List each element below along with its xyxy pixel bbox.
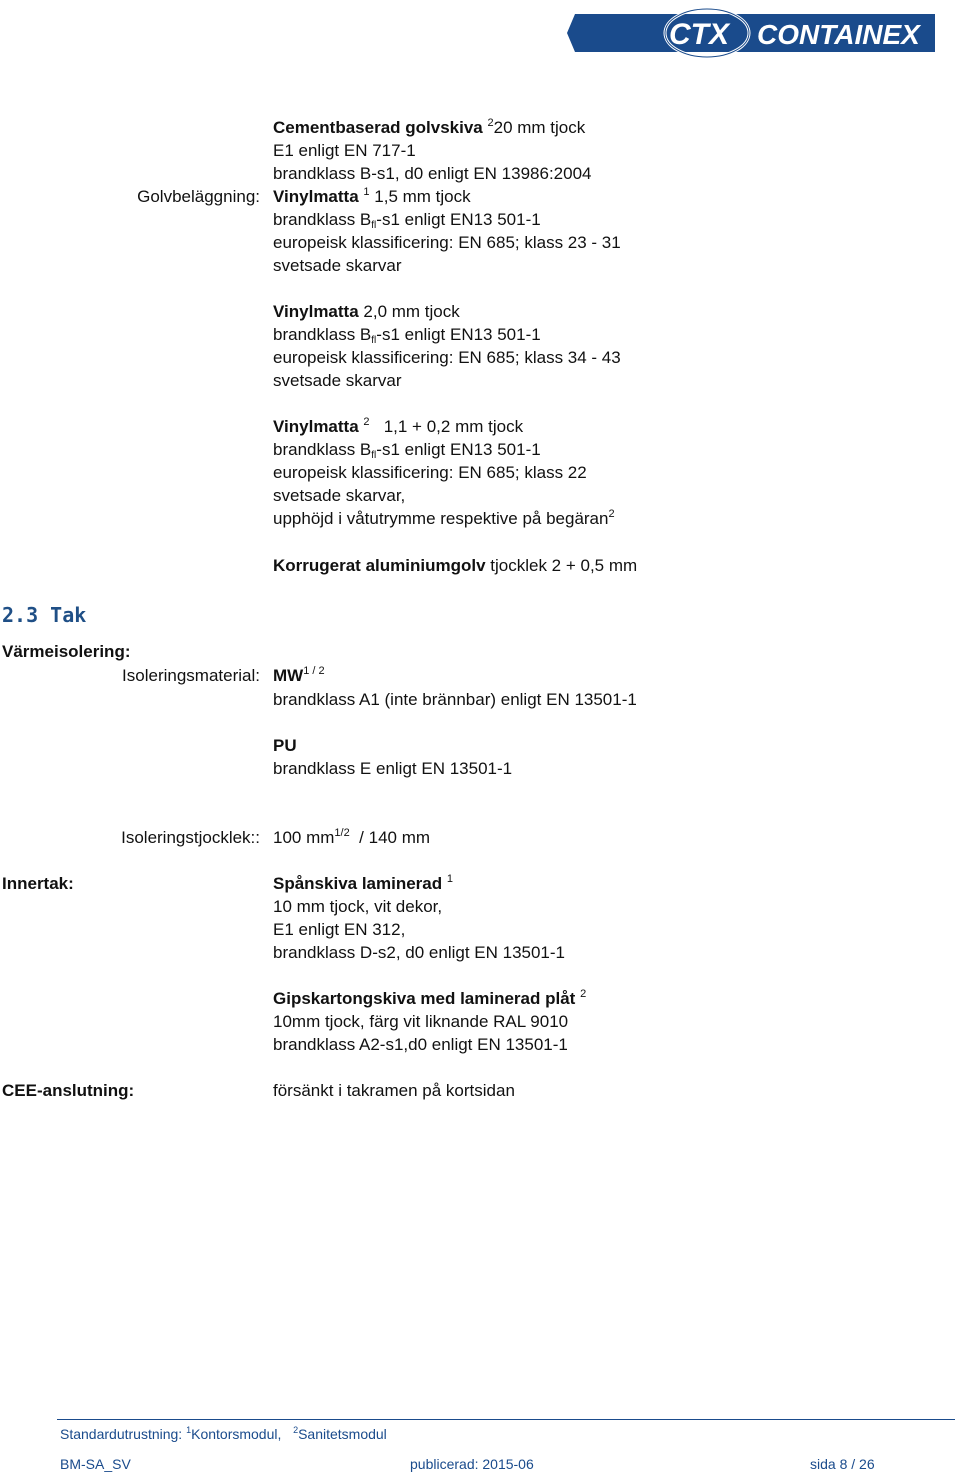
footer-doc-id: BM-SA_SV bbox=[60, 1456, 131, 1472]
containex-logo bbox=[567, 8, 945, 60]
cee-label: CEE-anslutning: bbox=[2, 1081, 135, 1100]
floor-item-vinyl3-line: europeisk klassificering: EN 685; klass 22 bbox=[273, 463, 587, 482]
floor-item-vinyl1-title: Vinylmatta $^1$ 1,5 mm tjock bbox=[273, 186, 471, 206]
footer-legend: Standardutrustning: $^1$Kontorsmodul, $^2$Sanitetsmodul bbox=[60, 1425, 387, 1442]
ceiling-label: Innertak: bbox=[2, 874, 74, 893]
footer-divider bbox=[57, 1419, 955, 1420]
insulation-mw-line: brandklass A1 (inte brännbar) enligt EN 13501-1 bbox=[273, 690, 637, 709]
cee-value: försänkt i takramen på kortsidan bbox=[273, 1081, 515, 1100]
insulation-pu-title: PU bbox=[273, 736, 297, 755]
ceiling-item-gypsum-line: 10mm tjock, färg vit liknande RAL 9010 bbox=[273, 1012, 569, 1031]
ceiling-item-chipboard-line: E1 enligt EN 312, bbox=[273, 920, 406, 939]
svg-text:CTX: CTX bbox=[669, 18, 729, 51]
insulation-pu-line: brandklass E enligt EN 13501-1 bbox=[273, 759, 513, 778]
insulation-mw-title: $MW^{1 / 2}$ bbox=[273, 665, 325, 685]
footer-published: publicerad: 2015-06 bbox=[410, 1456, 534, 1472]
ceiling-item-chipboard-title: Spånskiva laminerad $^1$ bbox=[273, 873, 453, 893]
floor-item-vinyl1-line: svetsade skarvar bbox=[273, 256, 402, 275]
svg-text:CONTAINEX: CONTAINEX bbox=[757, 19, 920, 50]
ceiling-item-chipboard-line: brandklass D-s2, d0 enligt EN 13501-1 bbox=[273, 943, 565, 962]
floor-item-aluminium: Korrugerat aluminiumgolv tjocklek 2 + 0,5 mm bbox=[273, 556, 638, 575]
floor-item-cement-line: E1 enligt EN 717-1 bbox=[273, 141, 416, 160]
floor-covering-label: Golvbeläggning: bbox=[137, 187, 260, 206]
floor-item-vinyl2-line: svetsade skarvar bbox=[273, 371, 402, 390]
floor-item-cement-title: Cementbaserad golvskiva $^2$20 mm tjock bbox=[273, 117, 586, 137]
floor-item-vinyl3-line: svetsade skarvar, bbox=[273, 486, 406, 505]
floor-item-vinyl3-title: Vinylmatta $^2$ 1,1 + 0,2 mm tjock bbox=[273, 416, 524, 436]
floor-item-vinyl2-line: europeisk klassificering: EN 685; klass 34 - 43 bbox=[273, 348, 621, 367]
floor-item-vinyl3-note: upphöjd i våtutrymme respektive på begäran$^2$ bbox=[273, 508, 615, 528]
floor-item-vinyl2-title: Vinylmatta 2,0 mm tjock bbox=[273, 302, 460, 321]
insulation-material-label: Isoleringsmaterial: bbox=[122, 666, 260, 685]
floor-item-vinyl1-line: europeisk klassificering: EN 685; klass 23 - 31 bbox=[273, 233, 621, 252]
floor-item-vinyl1-fireclass: brandklass $B_{fl}-s1$ enligt EN13 501-1 bbox=[273, 210, 541, 231]
insulation-thickness-value: 100 $mm^{1/2} / 140$ mm bbox=[273, 827, 431, 847]
ceiling-item-chipboard-line: 10 mm tjock, vit dekor, bbox=[273, 897, 443, 916]
floor-item-cement-line: brandklass B-s1, d0 enligt EN 13986:2004 bbox=[273, 164, 592, 183]
floor-item-vinyl2-fireclass: brandklass $B_{fl}-s1$ enligt EN13 501-1 bbox=[273, 325, 541, 346]
ceiling-item-gypsum-line: brandklass A2-s1,d0 enligt EN 13501-1 bbox=[273, 1035, 568, 1054]
footer-page-number: sida 8 / 26 bbox=[810, 1456, 875, 1472]
insulation-heading: Värmeisolering: bbox=[2, 642, 131, 661]
section-heading: 2.3 Tak bbox=[2, 603, 87, 627]
ceiling-item-gypsum-title: Gipskartongskiva med laminerad plåt $^2$ bbox=[273, 988, 587, 1008]
insulation-thickness-label: Isoleringstjocklek:: bbox=[121, 828, 260, 847]
floor-item-vinyl3-fireclass: brandklass $B_{fl}-s1$ enligt EN13 501-1 bbox=[273, 440, 541, 461]
